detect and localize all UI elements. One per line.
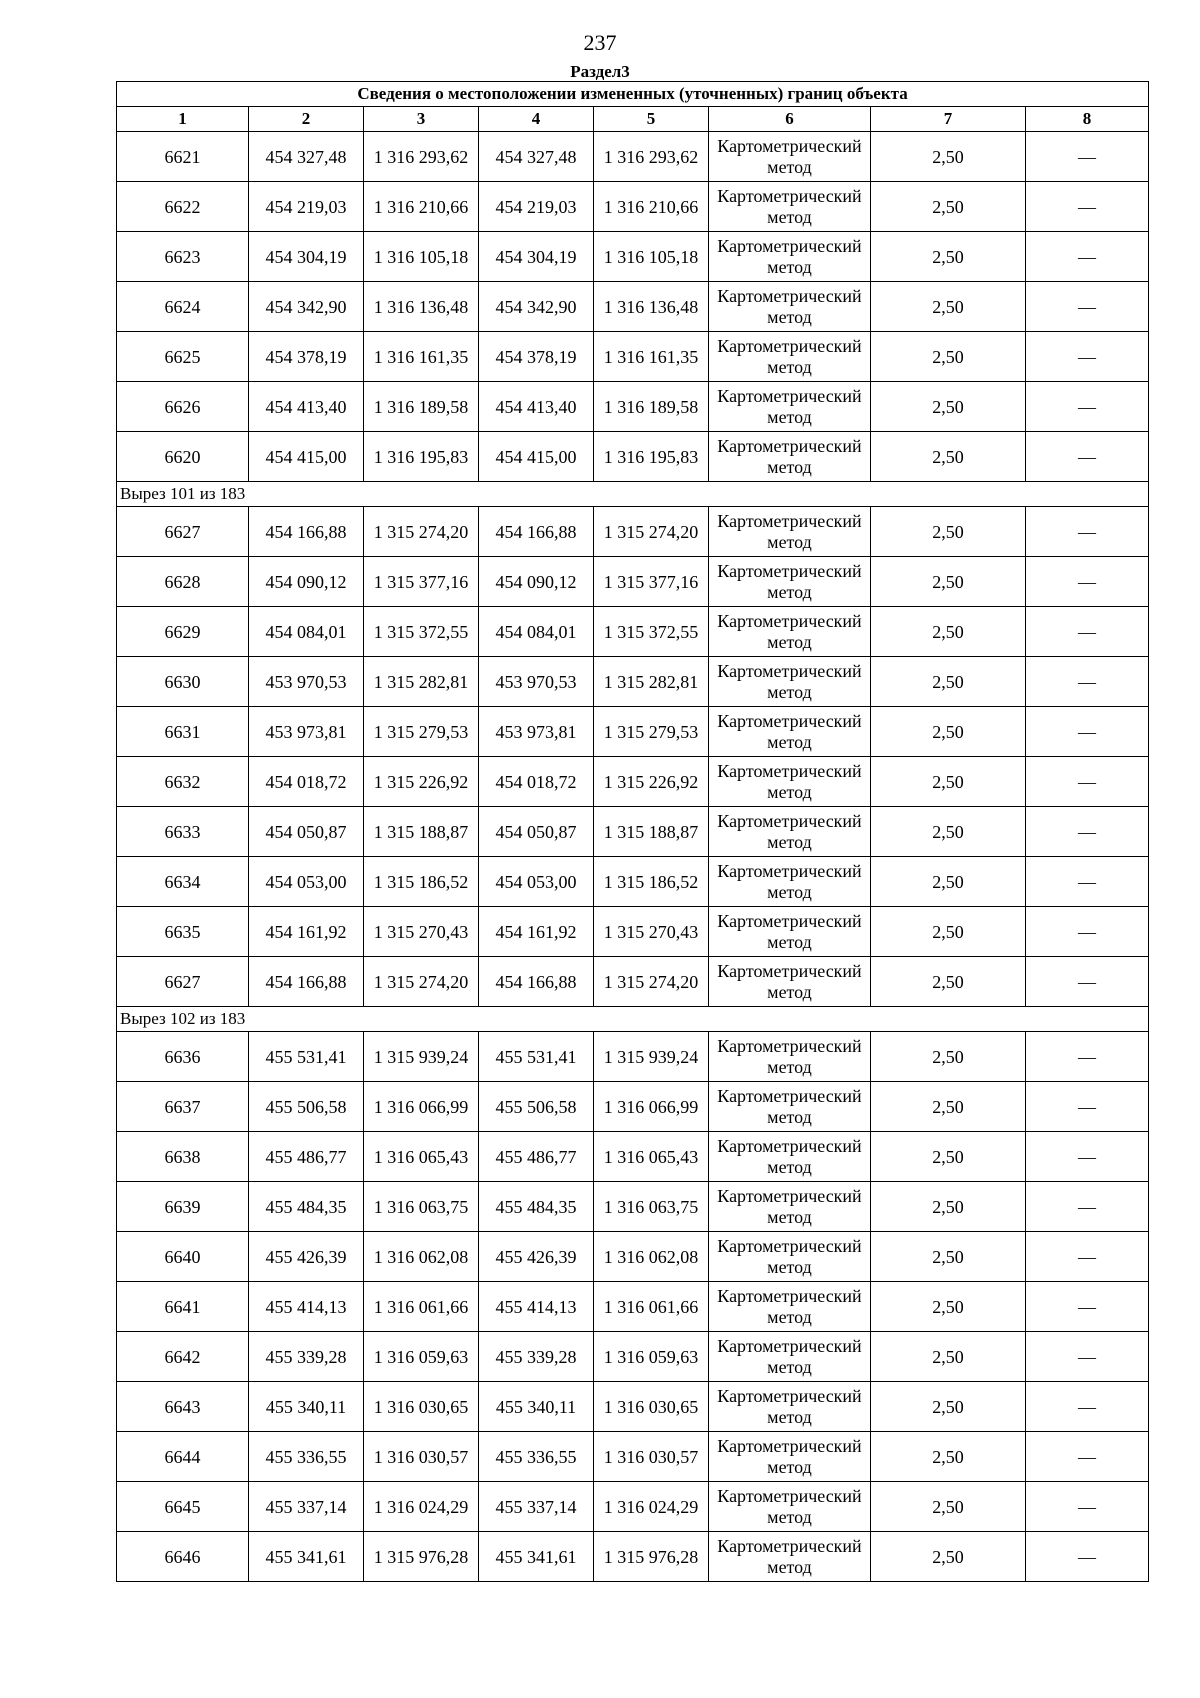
table-row xyxy=(117,1532,1149,1582)
table-row xyxy=(117,1432,1149,1482)
old-x-cell: 455 484,35 xyxy=(249,1182,364,1232)
new-y-cell: 1 315 188,87 xyxy=(594,807,709,857)
method-cell: Картометрический метод xyxy=(709,1432,871,1482)
point-number-cell: 6623 xyxy=(117,232,249,282)
method-cell: Картометрический метод xyxy=(709,1382,871,1432)
old-y-cell: 1 315 372,55 xyxy=(364,607,479,657)
accuracy-cell: 2,50 xyxy=(871,432,1026,482)
old-y-cell: 1 316 061,66 xyxy=(364,1282,479,1332)
new-x-cell: 454 304,19 xyxy=(479,232,594,282)
table-row xyxy=(117,657,1149,707)
accuracy-cell: 2,50 xyxy=(871,1332,1026,1382)
note-cell: — xyxy=(1026,707,1149,757)
method-cell: Картометрический метод xyxy=(709,1032,871,1082)
table-row xyxy=(117,1082,1149,1132)
note-cell: — xyxy=(1026,1032,1149,1082)
table-row xyxy=(117,807,1149,857)
new-y-cell: 1 315 377,16 xyxy=(594,557,709,607)
table-row xyxy=(117,282,1149,332)
note-cell: — xyxy=(1026,1532,1149,1582)
accuracy-cell: 2,50 xyxy=(871,657,1026,707)
accuracy-cell: 2,50 xyxy=(871,1282,1026,1332)
note-cell: — xyxy=(1026,657,1149,707)
note-cell: — xyxy=(1026,1082,1149,1132)
column-header-1: 1 xyxy=(117,107,249,132)
new-y-cell: 1 316 189,58 xyxy=(594,382,709,432)
column-header-7: 7 xyxy=(871,107,1026,132)
new-y-cell: 1 316 136,48 xyxy=(594,282,709,332)
new-x-cell: 454 090,12 xyxy=(479,557,594,607)
old-y-cell: 1 315 377,16 xyxy=(364,557,479,607)
note-cell: — xyxy=(1026,1482,1149,1532)
point-number-cell: 6643 xyxy=(117,1382,249,1432)
old-x-cell: 455 337,14 xyxy=(249,1482,364,1532)
accuracy-cell: 2,50 xyxy=(871,132,1026,182)
note-cell: — xyxy=(1026,1132,1149,1182)
old-y-cell: 1 315 270,43 xyxy=(364,907,479,957)
column-header-5: 5 xyxy=(594,107,709,132)
note-cell: — xyxy=(1026,607,1149,657)
group-label: Вырез 101 из 183 xyxy=(117,482,1149,507)
accuracy-cell: 2,50 xyxy=(871,1532,1026,1582)
new-y-cell: 1 315 939,24 xyxy=(594,1032,709,1082)
table-row xyxy=(117,1032,1149,1082)
new-y-cell: 1 315 226,92 xyxy=(594,757,709,807)
new-y-cell: 1 315 976,28 xyxy=(594,1532,709,1582)
new-x-cell: 454 050,87 xyxy=(479,807,594,857)
new-x-cell: 455 426,39 xyxy=(479,1232,594,1282)
method-cell: Картометрический метод xyxy=(709,1082,871,1132)
point-number-cell: 6642 xyxy=(117,1332,249,1382)
accuracy-cell: 2,50 xyxy=(871,1482,1026,1532)
new-x-cell: 455 341,61 xyxy=(479,1532,594,1582)
section-title: Раздел3 xyxy=(570,62,630,81)
table-row xyxy=(117,757,1149,807)
note-cell: — xyxy=(1026,557,1149,607)
point-number-cell: 6625 xyxy=(117,332,249,382)
accuracy-cell: 2,50 xyxy=(871,232,1026,282)
new-x-cell: 455 506,58 xyxy=(479,1082,594,1132)
note-cell: — xyxy=(1026,857,1149,907)
point-number-cell: 6631 xyxy=(117,707,249,757)
new-x-cell: 454 053,00 xyxy=(479,857,594,907)
note-cell: — xyxy=(1026,957,1149,1007)
table-row xyxy=(117,132,1149,182)
new-y-cell: 1 315 270,43 xyxy=(594,907,709,957)
old-x-cell: 454 084,01 xyxy=(249,607,364,657)
accuracy-cell: 2,50 xyxy=(871,1432,1026,1482)
point-number-cell: 6621 xyxy=(117,132,249,182)
table-row xyxy=(117,707,1149,757)
accuracy-cell: 2,50 xyxy=(871,1032,1026,1082)
old-x-cell: 454 219,03 xyxy=(249,182,364,232)
boundary-coordinates-table xyxy=(116,81,1149,1582)
new-x-cell: 455 337,14 xyxy=(479,1482,594,1532)
old-y-cell: 1 316 293,62 xyxy=(364,132,479,182)
new-y-cell: 1 316 062,08 xyxy=(594,1232,709,1282)
new-x-cell: 455 336,55 xyxy=(479,1432,594,1482)
new-x-cell: 454 413,40 xyxy=(479,382,594,432)
table-body xyxy=(117,132,1149,1582)
method-cell: Картометрический метод xyxy=(709,282,871,332)
new-y-cell: 1 316 024,29 xyxy=(594,1482,709,1532)
note-cell: — xyxy=(1026,1282,1149,1332)
column-header-3: 3 xyxy=(364,107,479,132)
new-y-cell: 1 316 161,35 xyxy=(594,332,709,382)
new-y-cell: 1 316 063,75 xyxy=(594,1182,709,1232)
point-number-cell: 6622 xyxy=(117,182,249,232)
table-row xyxy=(117,1332,1149,1382)
new-x-cell: 455 339,28 xyxy=(479,1332,594,1382)
note-cell: — xyxy=(1026,1232,1149,1282)
new-y-cell: 1 316 030,57 xyxy=(594,1432,709,1482)
note-cell: — xyxy=(1026,182,1149,232)
old-x-cell: 455 414,13 xyxy=(249,1282,364,1332)
old-x-cell: 454 378,19 xyxy=(249,332,364,382)
method-cell: Картометрический метод xyxy=(709,857,871,907)
new-x-cell: 453 973,81 xyxy=(479,707,594,757)
point-number-cell: 6620 xyxy=(117,432,249,482)
point-number-cell: 6637 xyxy=(117,1082,249,1132)
old-y-cell: 1 315 274,20 xyxy=(364,507,479,557)
table-title: Сведения о местоположении измененных (уточненных) границ объекта xyxy=(117,82,1149,107)
new-y-cell: 1 316 293,62 xyxy=(594,132,709,182)
note-cell: — xyxy=(1026,232,1149,282)
new-x-cell: 454 166,88 xyxy=(479,957,594,1007)
accuracy-cell: 2,50 xyxy=(871,1132,1026,1182)
note-cell: — xyxy=(1026,282,1149,332)
table-row xyxy=(117,432,1149,482)
note-cell: — xyxy=(1026,757,1149,807)
new-x-cell: 454 084,01 xyxy=(479,607,594,657)
point-number-cell: 6632 xyxy=(117,757,249,807)
point-number-cell: 6644 xyxy=(117,1432,249,1482)
old-x-cell: 454 090,12 xyxy=(249,557,364,607)
old-y-cell: 1 316 210,66 xyxy=(364,182,479,232)
accuracy-cell: 2,50 xyxy=(871,1182,1026,1232)
old-y-cell: 1 315 939,24 xyxy=(364,1032,479,1082)
table-row xyxy=(117,557,1149,607)
old-y-cell: 1 316 161,35 xyxy=(364,332,479,382)
table-row xyxy=(117,1282,1149,1332)
old-y-cell: 1 316 024,29 xyxy=(364,1482,479,1532)
old-x-cell: 454 166,88 xyxy=(249,507,364,557)
accuracy-cell: 2,50 xyxy=(871,557,1026,607)
new-y-cell: 1 315 274,20 xyxy=(594,507,709,557)
note-cell: — xyxy=(1026,1382,1149,1432)
old-x-cell: 454 050,87 xyxy=(249,807,364,857)
note-cell: — xyxy=(1026,1332,1149,1382)
method-cell: Картометрический метод xyxy=(709,132,871,182)
old-x-cell: 454 413,40 xyxy=(249,382,364,432)
old-x-cell: 453 970,53 xyxy=(249,657,364,707)
old-y-cell: 1 316 030,65 xyxy=(364,1382,479,1432)
point-number-cell: 6626 xyxy=(117,382,249,432)
old-x-cell: 454 161,92 xyxy=(249,907,364,957)
table-row xyxy=(117,1232,1149,1282)
note-cell: — xyxy=(1026,807,1149,857)
old-y-cell: 1 315 186,52 xyxy=(364,857,479,907)
table-row xyxy=(117,607,1149,657)
point-number-cell: 6646 xyxy=(117,1532,249,1582)
old-x-cell: 454 166,88 xyxy=(249,957,364,1007)
old-y-cell: 1 316 066,99 xyxy=(364,1082,479,1132)
point-number-cell: 6627 xyxy=(117,957,249,1007)
new-y-cell: 1 315 372,55 xyxy=(594,607,709,657)
new-x-cell: 455 531,41 xyxy=(479,1032,594,1082)
new-x-cell: 455 486,77 xyxy=(479,1132,594,1182)
column-header-2: 2 xyxy=(249,107,364,132)
old-x-cell: 455 426,39 xyxy=(249,1232,364,1282)
old-x-cell: 454 342,90 xyxy=(249,282,364,332)
column-header-8: 8 xyxy=(1026,107,1149,132)
method-cell: Картометрический метод xyxy=(709,232,871,282)
new-x-cell: 454 342,90 xyxy=(479,282,594,332)
new-x-cell: 454 378,19 xyxy=(479,332,594,382)
old-y-cell: 1 315 976,28 xyxy=(364,1532,479,1582)
new-x-cell: 455 484,35 xyxy=(479,1182,594,1232)
accuracy-cell: 2,50 xyxy=(871,907,1026,957)
old-x-cell: 454 018,72 xyxy=(249,757,364,807)
method-cell: Картометрический метод xyxy=(709,1182,871,1232)
old-x-cell: 453 973,81 xyxy=(249,707,364,757)
method-cell: Картометрический метод xyxy=(709,907,871,957)
method-cell: Картометрический метод xyxy=(709,657,871,707)
column-number-row xyxy=(117,107,1149,132)
method-cell: Картометрический метод xyxy=(709,1132,871,1182)
method-cell: Картометрический метод xyxy=(709,182,871,232)
point-number-cell: 6628 xyxy=(117,557,249,607)
accuracy-cell: 2,50 xyxy=(871,707,1026,757)
accuracy-cell: 2,50 xyxy=(871,1382,1026,1432)
method-cell: Картометрический метод xyxy=(709,807,871,857)
note-cell: — xyxy=(1026,432,1149,482)
old-y-cell: 1 315 188,87 xyxy=(364,807,479,857)
accuracy-cell: 2,50 xyxy=(871,382,1026,432)
old-y-cell: 1 316 030,57 xyxy=(364,1432,479,1482)
point-number-cell: 6624 xyxy=(117,282,249,332)
point-number-cell: 6645 xyxy=(117,1482,249,1532)
table-row xyxy=(117,182,1149,232)
new-y-cell: 1 316 061,66 xyxy=(594,1282,709,1332)
old-x-cell: 455 486,77 xyxy=(249,1132,364,1182)
old-x-cell: 454 415,00 xyxy=(249,432,364,482)
point-number-cell: 6641 xyxy=(117,1282,249,1332)
point-number-cell: 6638 xyxy=(117,1132,249,1182)
point-number-cell: 6627 xyxy=(117,507,249,557)
table-row xyxy=(117,1132,1149,1182)
point-number-cell: 6633 xyxy=(117,807,249,857)
new-y-cell: 1 316 066,99 xyxy=(594,1082,709,1132)
old-y-cell: 1 315 274,20 xyxy=(364,957,479,1007)
new-y-cell: 1 315 274,20 xyxy=(594,957,709,1007)
method-cell: Картометрический метод xyxy=(709,507,871,557)
old-x-cell: 455 341,61 xyxy=(249,1532,364,1582)
old-y-cell: 1 315 226,92 xyxy=(364,757,479,807)
accuracy-cell: 2,50 xyxy=(871,182,1026,232)
accuracy-cell: 2,50 xyxy=(871,807,1026,857)
note-cell: — xyxy=(1026,332,1149,382)
old-y-cell: 1 316 105,18 xyxy=(364,232,479,282)
old-y-cell: 1 316 189,58 xyxy=(364,382,479,432)
point-number-cell: 6629 xyxy=(117,607,249,657)
accuracy-cell: 2,50 xyxy=(871,507,1026,557)
column-header-6: 6 xyxy=(709,107,871,132)
new-y-cell: 1 315 282,81 xyxy=(594,657,709,707)
point-number-cell: 6630 xyxy=(117,657,249,707)
point-number-cell: 6634 xyxy=(117,857,249,907)
old-x-cell: 455 340,11 xyxy=(249,1382,364,1432)
note-cell: — xyxy=(1026,507,1149,557)
method-cell: Картометрический метод xyxy=(709,707,871,757)
new-y-cell: 1 316 195,83 xyxy=(594,432,709,482)
old-x-cell: 454 053,00 xyxy=(249,857,364,907)
accuracy-cell: 2,50 xyxy=(871,332,1026,382)
old-x-cell: 455 506,58 xyxy=(249,1082,364,1132)
table-row xyxy=(117,332,1149,382)
accuracy-cell: 2,50 xyxy=(871,857,1026,907)
table-row xyxy=(117,1382,1149,1432)
new-x-cell: 453 970,53 xyxy=(479,657,594,707)
note-cell: — xyxy=(1026,132,1149,182)
note-cell: — xyxy=(1026,1432,1149,1482)
new-x-cell: 455 340,11 xyxy=(479,1382,594,1432)
new-y-cell: 1 315 279,53 xyxy=(594,707,709,757)
new-x-cell: 454 219,03 xyxy=(479,182,594,232)
point-number-cell: 6640 xyxy=(117,1232,249,1282)
accuracy-cell: 2,50 xyxy=(871,757,1026,807)
method-cell: Картометрический метод xyxy=(709,607,871,657)
method-cell: Картометрический метод xyxy=(709,1282,871,1332)
new-y-cell: 1 316 059,63 xyxy=(594,1332,709,1382)
method-cell: Картометрический метод xyxy=(709,757,871,807)
method-cell: Картометрический метод xyxy=(709,957,871,1007)
new-x-cell: 454 327,48 xyxy=(479,132,594,182)
new-y-cell: 1 316 210,66 xyxy=(594,182,709,232)
old-x-cell: 455 336,55 xyxy=(249,1432,364,1482)
table-row xyxy=(117,1482,1149,1532)
note-cell: — xyxy=(1026,382,1149,432)
method-cell: Картометрический метод xyxy=(709,432,871,482)
old-x-cell: 454 304,19 xyxy=(249,232,364,282)
old-y-cell: 1 316 136,48 xyxy=(364,282,479,332)
accuracy-cell: 2,50 xyxy=(871,282,1026,332)
new-x-cell: 454 415,00 xyxy=(479,432,594,482)
point-number-cell: 6639 xyxy=(117,1182,249,1232)
old-y-cell: 1 315 282,81 xyxy=(364,657,479,707)
table-row xyxy=(117,1182,1149,1232)
group-row xyxy=(117,482,1149,507)
note-cell: — xyxy=(1026,907,1149,957)
method-cell: Картометрический метод xyxy=(709,1232,871,1282)
new-y-cell: 1 316 030,65 xyxy=(594,1382,709,1432)
method-cell: Картометрический метод xyxy=(709,1532,871,1582)
new-x-cell: 454 161,92 xyxy=(479,907,594,957)
new-x-cell: 454 166,88 xyxy=(479,507,594,557)
old-y-cell: 1 316 059,63 xyxy=(364,1332,479,1382)
accuracy-cell: 2,50 xyxy=(871,1082,1026,1132)
old-y-cell: 1 316 062,08 xyxy=(364,1232,479,1282)
table-title-row xyxy=(117,82,1149,107)
method-cell: Картометрический метод xyxy=(709,1332,871,1382)
method-cell: Картометрический метод xyxy=(709,557,871,607)
old-y-cell: 1 315 279,53 xyxy=(364,707,479,757)
column-header-4: 4 xyxy=(479,107,594,132)
group-label: Вырез 102 из 183 xyxy=(117,1007,1149,1032)
point-number-cell: 6636 xyxy=(117,1032,249,1082)
new-y-cell: 1 316 105,18 xyxy=(594,232,709,282)
old-x-cell: 455 339,28 xyxy=(249,1332,364,1382)
accuracy-cell: 2,50 xyxy=(871,1232,1026,1282)
old-y-cell: 1 316 063,75 xyxy=(364,1182,479,1232)
point-number-cell: 6635 xyxy=(117,907,249,957)
table-row xyxy=(117,382,1149,432)
method-cell: Картометрический метод xyxy=(709,382,871,432)
new-x-cell: 455 414,13 xyxy=(479,1282,594,1332)
old-x-cell: 455 531,41 xyxy=(249,1032,364,1082)
old-x-cell: 454 327,48 xyxy=(249,132,364,182)
group-row xyxy=(117,1007,1149,1032)
old-y-cell: 1 316 195,83 xyxy=(364,432,479,482)
note-cell: — xyxy=(1026,1182,1149,1232)
accuracy-cell: 2,50 xyxy=(871,957,1026,1007)
accuracy-cell: 2,50 xyxy=(871,607,1026,657)
old-y-cell: 1 316 065,43 xyxy=(364,1132,479,1182)
table-row xyxy=(117,857,1149,907)
table-row xyxy=(117,907,1149,957)
new-y-cell: 1 315 186,52 xyxy=(594,857,709,907)
table-row xyxy=(117,232,1149,282)
method-cell: Картометрический метод xyxy=(709,332,871,382)
new-y-cell: 1 316 065,43 xyxy=(594,1132,709,1182)
method-cell: Картометрический метод xyxy=(709,1482,871,1532)
page-number: 237 xyxy=(583,30,617,55)
new-x-cell: 454 018,72 xyxy=(479,757,594,807)
table-row xyxy=(117,957,1149,1007)
table-row xyxy=(117,507,1149,557)
